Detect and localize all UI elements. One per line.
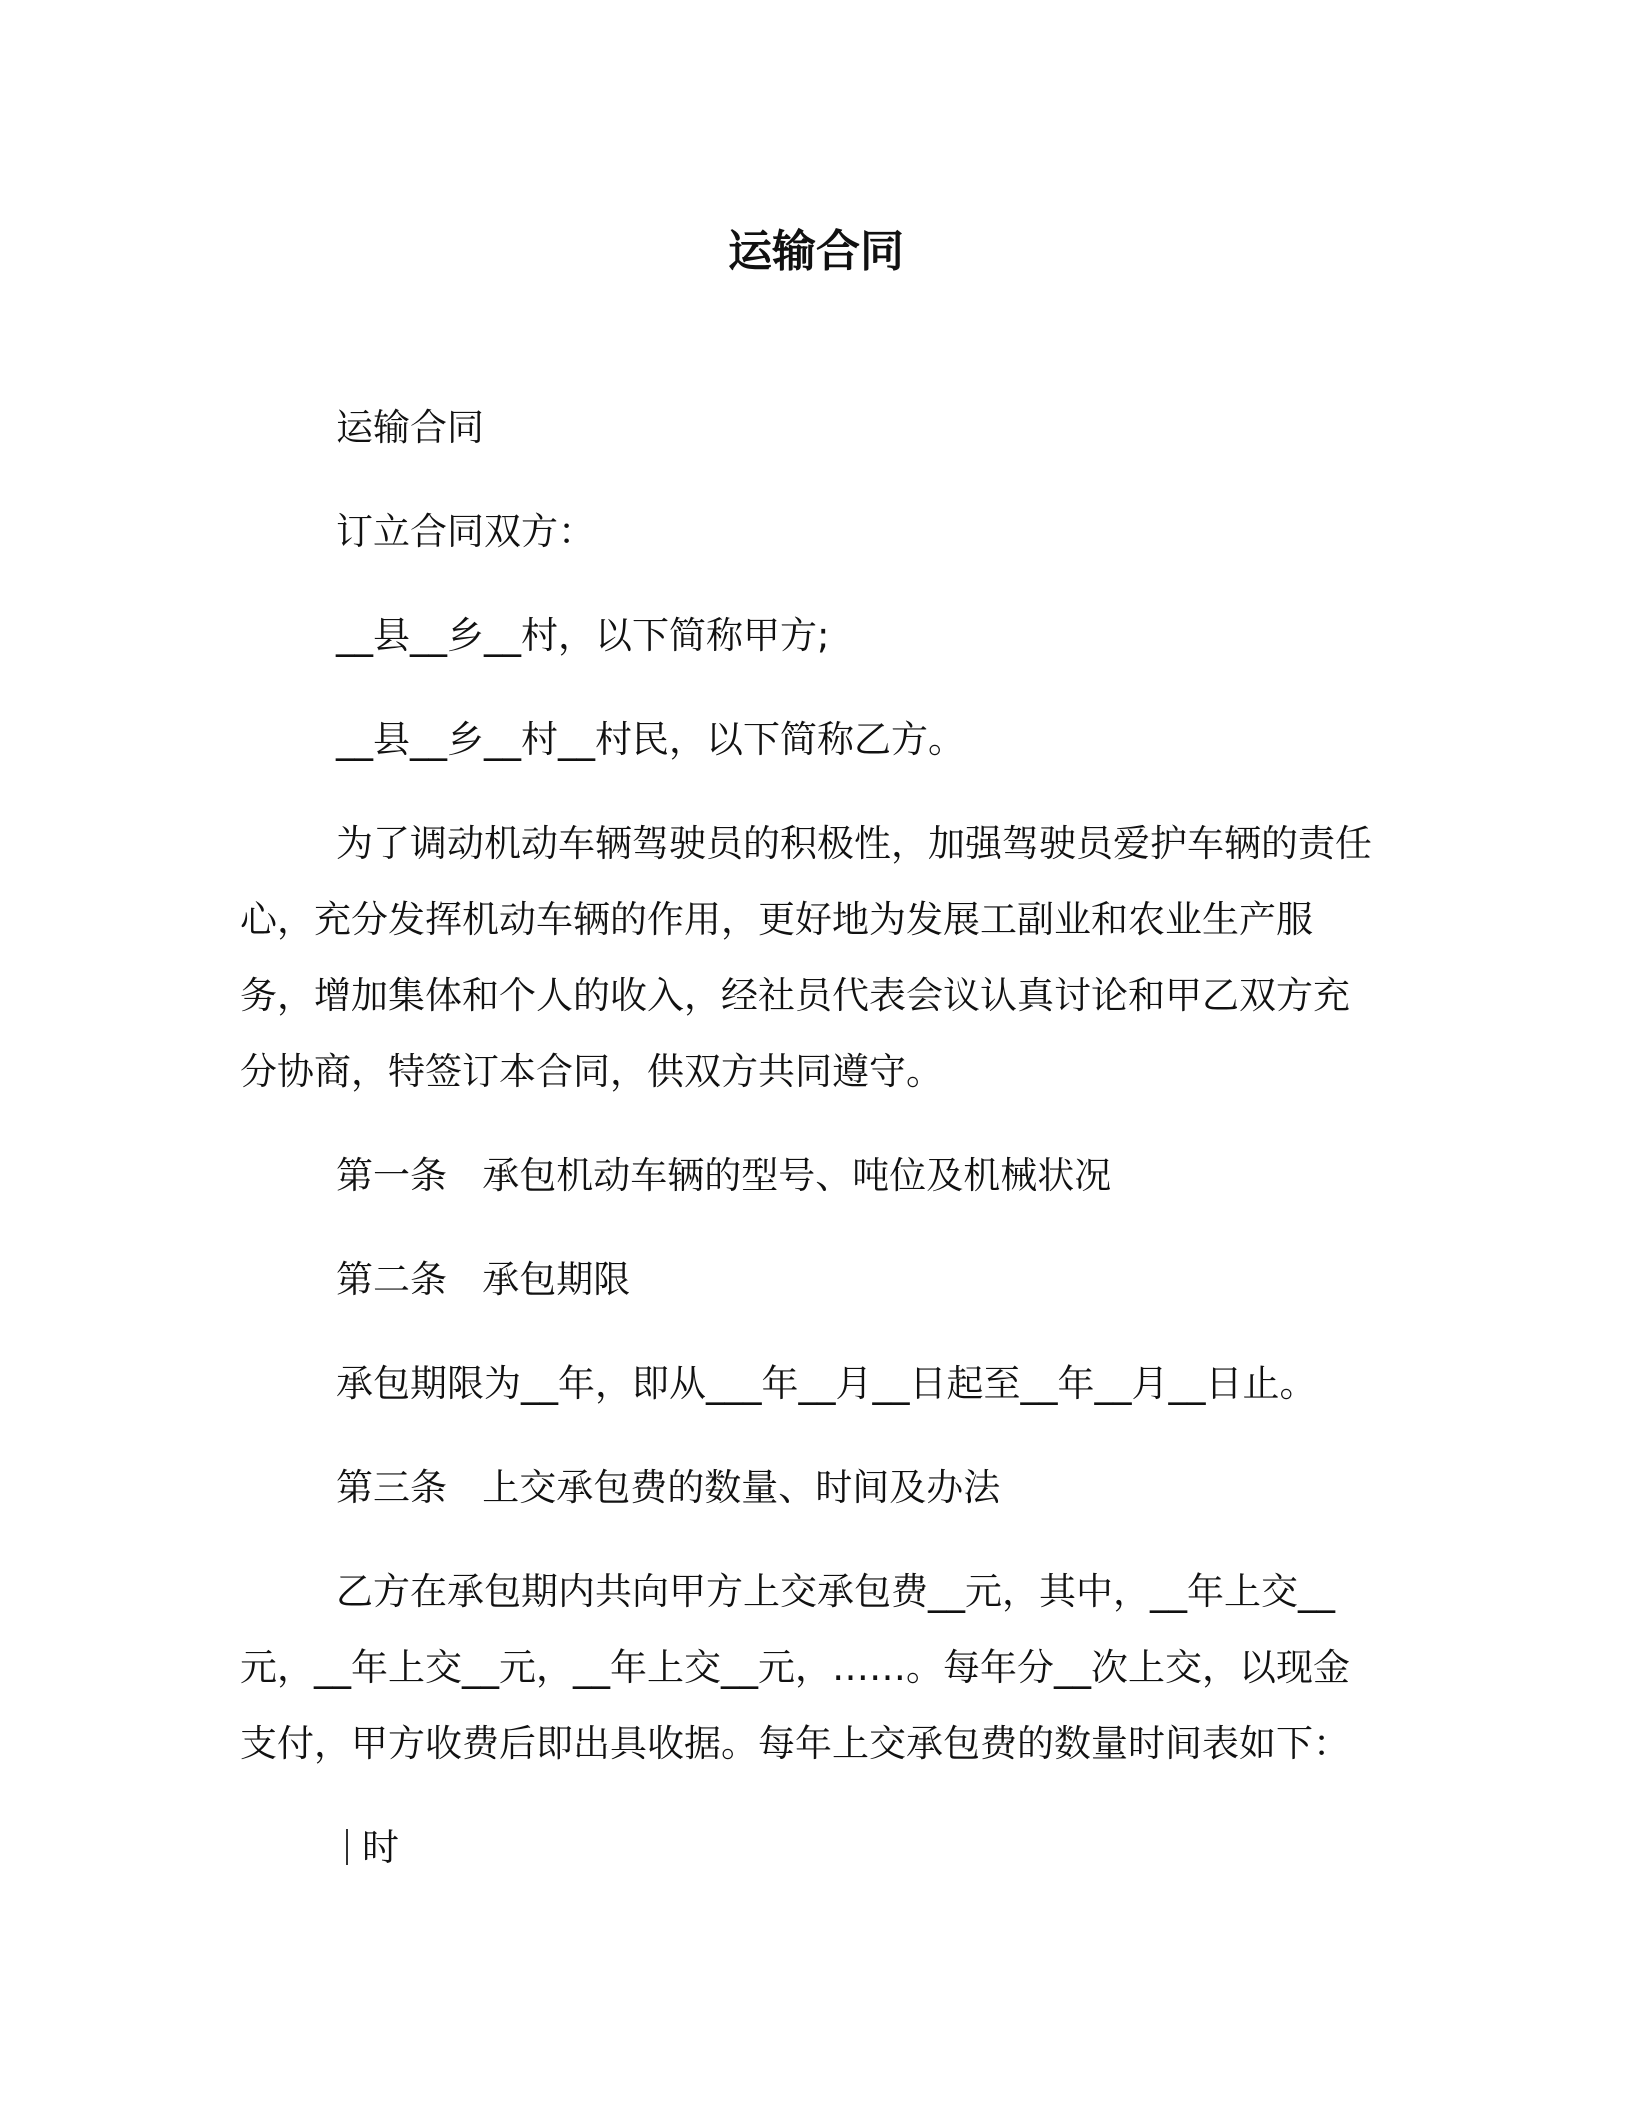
table-border xyxy=(346,1829,348,1865)
paragraph-heading: 运输合同 xyxy=(336,406,484,449)
article-3-body: 乙方在承包期内共向甲方上交承包费__元，其中，__年上交__元，__年上交__元，__年上交__元，……。每年分__次上交，以现金支付，甲方收费后即出具收据。每年上交承包费的数量时间表如下： xyxy=(240,1570,1350,1765)
paragraph-party-a: __县__乡__村，以下简称甲方; xyxy=(336,614,830,657)
article-2 xyxy=(240,1242,1380,1318)
article-1-text: 承包机动车辆的型号、吨位及机械状况 xyxy=(482,1154,1112,1197)
table-fragment xyxy=(240,1810,1380,1886)
article-1 xyxy=(240,1138,1380,1214)
document-title: 运输合同 xyxy=(728,226,904,277)
article-3-text: 上交承包费的数量、时间及办法 xyxy=(482,1466,1001,1509)
article-2-heading: 第二条 xyxy=(336,1258,447,1301)
article-3-heading: 第三条 xyxy=(336,1466,447,1509)
table-fragment-text: 时 xyxy=(362,1826,399,1869)
article-2-body: 承包期限为__年，即从___年__月__日起至__年__月__日止。 xyxy=(336,1362,1317,1405)
article-2-text: 承包期限 xyxy=(482,1258,631,1301)
paragraph-preamble: 为了调动机动车辆驾驶员的积极性，加强驾驶员爱护车辆的责任心，充分发挥机动车辆的作用，更好地为发展工副业和农业生产服务，增加集体和个人的收入，经社员代表会议认真讨论和甲乙双方充分协商，特签订本合同，供双方共同遵守。 xyxy=(240,822,1372,1093)
article-1-heading: 第一条 xyxy=(336,1154,447,1197)
article-3 xyxy=(240,1450,1380,1526)
paragraph-parties-intro: 订立合同双方： xyxy=(336,510,595,553)
document-body xyxy=(240,390,1380,1886)
paragraph-party-b: __县__乡__村__村民，以下简称乙方。 xyxy=(336,718,965,761)
